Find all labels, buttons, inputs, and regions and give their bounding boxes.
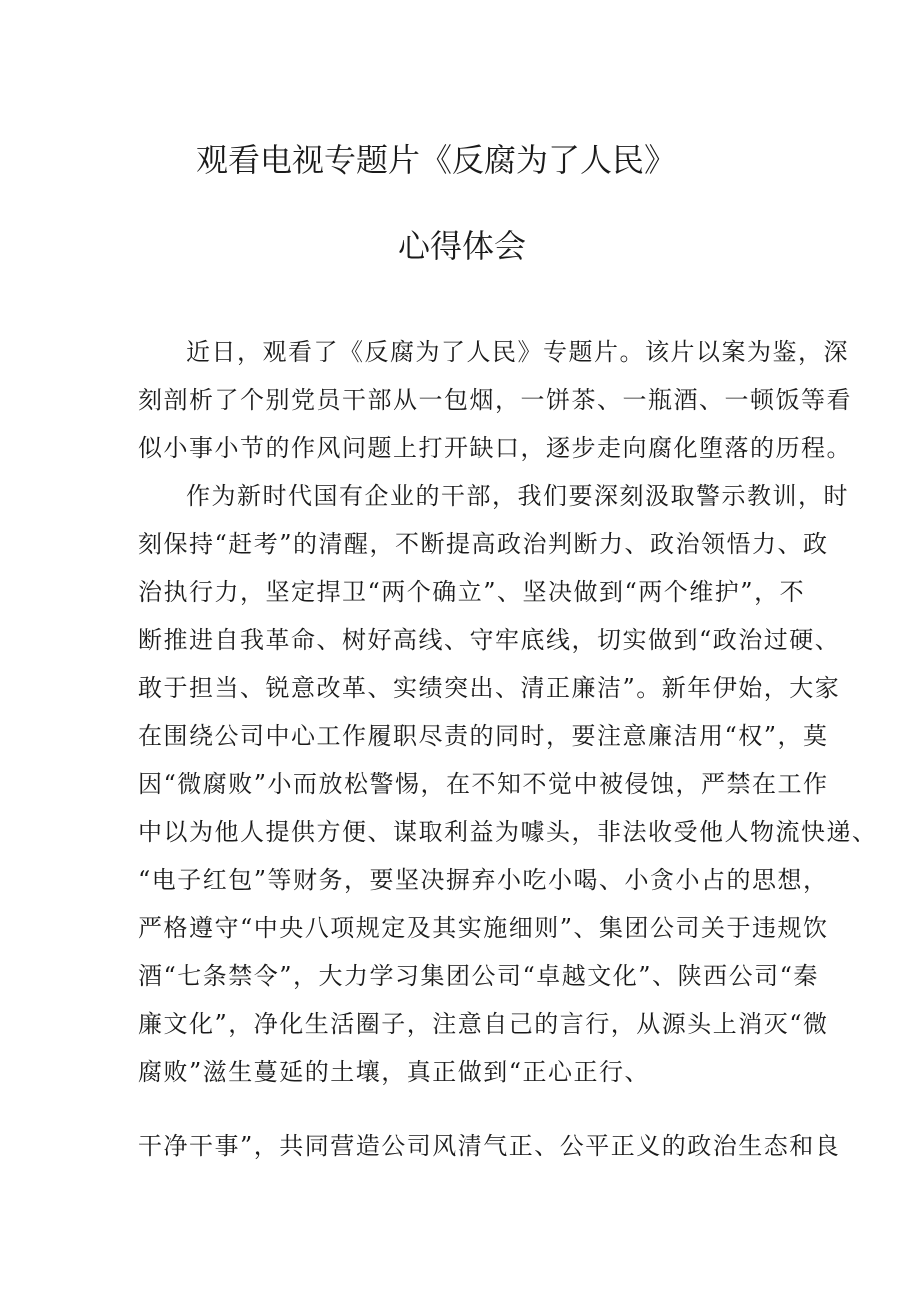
- paragraph-line: 酒“七条禁令”，大力学习集团公司“卓越文化”、陕西公司“秦: [138, 962, 819, 990]
- paragraph-line: 在围绕公司中心工作履职尽责的同时，要注意廉洁用“权”，莫: [138, 722, 829, 750]
- paragraph-line: 刻保持“赶考”的清醒，不断提高政治判断力、政治领悟力、政: [138, 530, 829, 558]
- paragraph-line: “电子红包”等财务，要坚决摒弃小吃小喝、小贪小占的思想，: [138, 866, 829, 894]
- paragraph-line: 严格遵守“中央八项规定及其实施细则”、集团公司关于违规饮: [138, 914, 829, 942]
- paragraph-1: [138, 328, 852, 472]
- paragraph-line: 断推进自我革命、树好高线、守牢底线，切实做到“政治过硬、: [138, 626, 841, 654]
- paragraph-line: 腐败”滋生蔓延的土壤，真正做到“正心正行、: [138, 1058, 651, 1086]
- paragraph-2: [138, 472, 878, 1096]
- paragraph-line: 廉文化”，净化生活圈子，注意自己的言行，从源头上消灭“微: [138, 1010, 829, 1038]
- paragraph-line: 敢于担当、锐意改革、实绩突出、清正廉洁”。新年伊始，大家: [138, 674, 841, 702]
- paragraph-line: 作为新时代国有企业的干部，我们要深刻汲取警示教训，时: [186, 482, 849, 510]
- paragraph-line: 近日，观看了《反腐为了人民》专题片。该片以案为鉴，深: [186, 338, 849, 366]
- paragraph-line: 似小事小节的作风问题上打开缺口，逐步走向腐化堕落的历程。: [138, 434, 852, 462]
- paragraph-line: 干净干事”，共同营造公司风清气正、公平正义的政治生态和良: [138, 1132, 841, 1160]
- document-title-line-2: 心得体会: [398, 227, 527, 265]
- paragraph-line: 中以为他人提供方便、谋取利益为噱头，非法收受他人物流快递、: [138, 818, 878, 846]
- paragraph-3: [138, 1122, 841, 1170]
- paragraph-line: 治执行力，坚定捍卫“两个确立”、坚决做到“两个维护”，不: [138, 578, 806, 606]
- paragraph-line: 因“微腐败”小而放松警惕，在不知不觉中被侵蚀，严禁在工作: [138, 770, 829, 798]
- paragraph-line: 刻剖析了个别党员干部从一包烟，一饼茶、一瓶酒、一顿饭等看: [138, 386, 852, 414]
- document-title-line-1: 观看电视专题片《反腐为了人民》: [196, 141, 677, 179]
